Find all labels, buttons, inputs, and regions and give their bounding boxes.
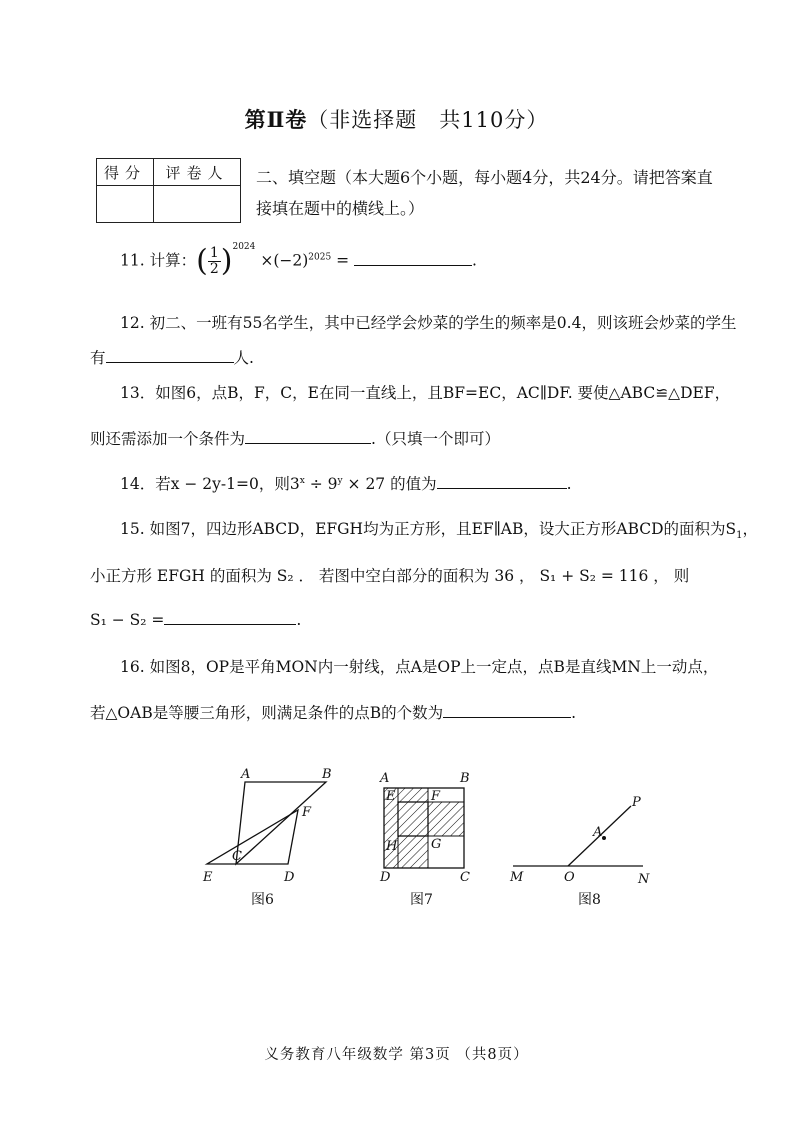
- question-15-line1: 15. 如图7，四边形ABCD，EFGH均为正方形，且EF∥AB，设大正方形ABCD的面积为$S_1$，: [120, 520, 759, 542]
- question-16-line2: 若△OAB是等腰三角形，则满足条件的点B的个数为 .: [90, 704, 577, 722]
- answer-blank-15[interactable]: [164, 610, 296, 625]
- figure-7: [379, 771, 470, 885]
- answer-blank-16[interactable]: [443, 703, 571, 718]
- answer-blank-13[interactable]: [245, 429, 371, 444]
- fig6-label-b: B: [322, 767, 332, 782]
- page-title: [0, 104, 793, 134]
- fig6-triangle-abc: [236, 782, 326, 864]
- figure-6: [202, 767, 332, 885]
- question-11: 11. 计算：( $\frac{1}{2}$ )$^{2024} \times(-2)^{2025}$ = .: [120, 242, 477, 279]
- fig6-label-a: A: [241, 767, 251, 782]
- score-header: 得分: [97, 159, 154, 186]
- section-instructions: 二、填空题（本大题6个小题，每小题4分，共24分。请把答案直接填在题中的横线上。）: [256, 168, 713, 218]
- figures-area: [0, 760, 793, 910]
- question-15-line2: 小正方形 EFGH 的面积为 S₂ ． 若图中空白部分的面积为 36 ， S₁ + S₂ = 116 ， 则: [90, 567, 690, 585]
- score-table: [96, 158, 241, 223]
- fig7-label-g: G: [431, 837, 442, 852]
- fig8-label-n: N: [638, 872, 650, 887]
- question-15-line3: S₁ − S₂ = .: [90, 611, 302, 629]
- fig8-label-p: P: [632, 795, 641, 810]
- fig6-label-c: C: [232, 849, 242, 864]
- question-14: 14．若x − 2y-1=0，则$3^x \div 9^y \times 27$ 的值为 .: [120, 475, 572, 493]
- fig8-label-m: M: [510, 870, 524, 885]
- fig7-label-d: D: [380, 870, 391, 885]
- fig7-label-e: E: [386, 789, 396, 804]
- fraction-half: $\frac{1}{2}$: [209, 245, 219, 277]
- question-12-line1: 12. 初二、一班有55名学生，其中已经学会炒菜的学生的频率是0.4，则该班会炒菜的学生: [120, 314, 737, 332]
- fig6-caption: 图6: [251, 892, 274, 908]
- question-16-line1: 16. 如图8，OP是平角MON内一射线，点A是OP上一定点，点B是直线MN上一动点，: [120, 658, 719, 676]
- title-paren: （非选择题 共110分）: [307, 108, 549, 132]
- fig6-triangle-def: [207, 810, 298, 864]
- grader-cell[interactable]: [154, 186, 241, 223]
- figure-8: [509, 795, 650, 887]
- fig6-label-e: E: [203, 870, 213, 885]
- fig7-label-a: A: [380, 771, 390, 786]
- fig6-label-d: D: [284, 870, 295, 885]
- answer-blank-11[interactable]: [354, 251, 472, 266]
- fig7-label-f: F: [431, 789, 441, 804]
- fig7-caption: 图7: [410, 892, 433, 908]
- fig7-label-c: C: [460, 870, 470, 885]
- fig8-label-a: A: [593, 825, 603, 840]
- fig7-label-b: B: [460, 771, 470, 786]
- fig8-caption: 图8: [578, 892, 601, 908]
- grader-header: 评卷人: [154, 159, 241, 186]
- score-cell[interactable]: [97, 186, 154, 223]
- fig8-point-a: [602, 836, 606, 840]
- question-12-line2: 有 人.: [90, 349, 254, 367]
- question-13-line2: 则还需添加一个条件为 .（只填一个即可）: [90, 430, 500, 448]
- answer-blank-12[interactable]: [106, 348, 234, 363]
- fig6-label-f: F: [302, 805, 312, 820]
- fig8-label-o: O: [564, 870, 575, 885]
- fig7-label-h: H: [386, 839, 398, 854]
- answer-blank-14[interactable]: [437, 474, 567, 489]
- title-main: 第Ⅱ卷: [244, 107, 308, 132]
- question-13-line1: 13．如图6，点B，F，C，E在同一直线上，且BF=EC，AC∥DF. 要使△ABC≌△DEF，: [120, 384, 731, 402]
- page-footer: 义务教育八年级数学 第3页 （共8页）: [264, 1047, 529, 1063]
